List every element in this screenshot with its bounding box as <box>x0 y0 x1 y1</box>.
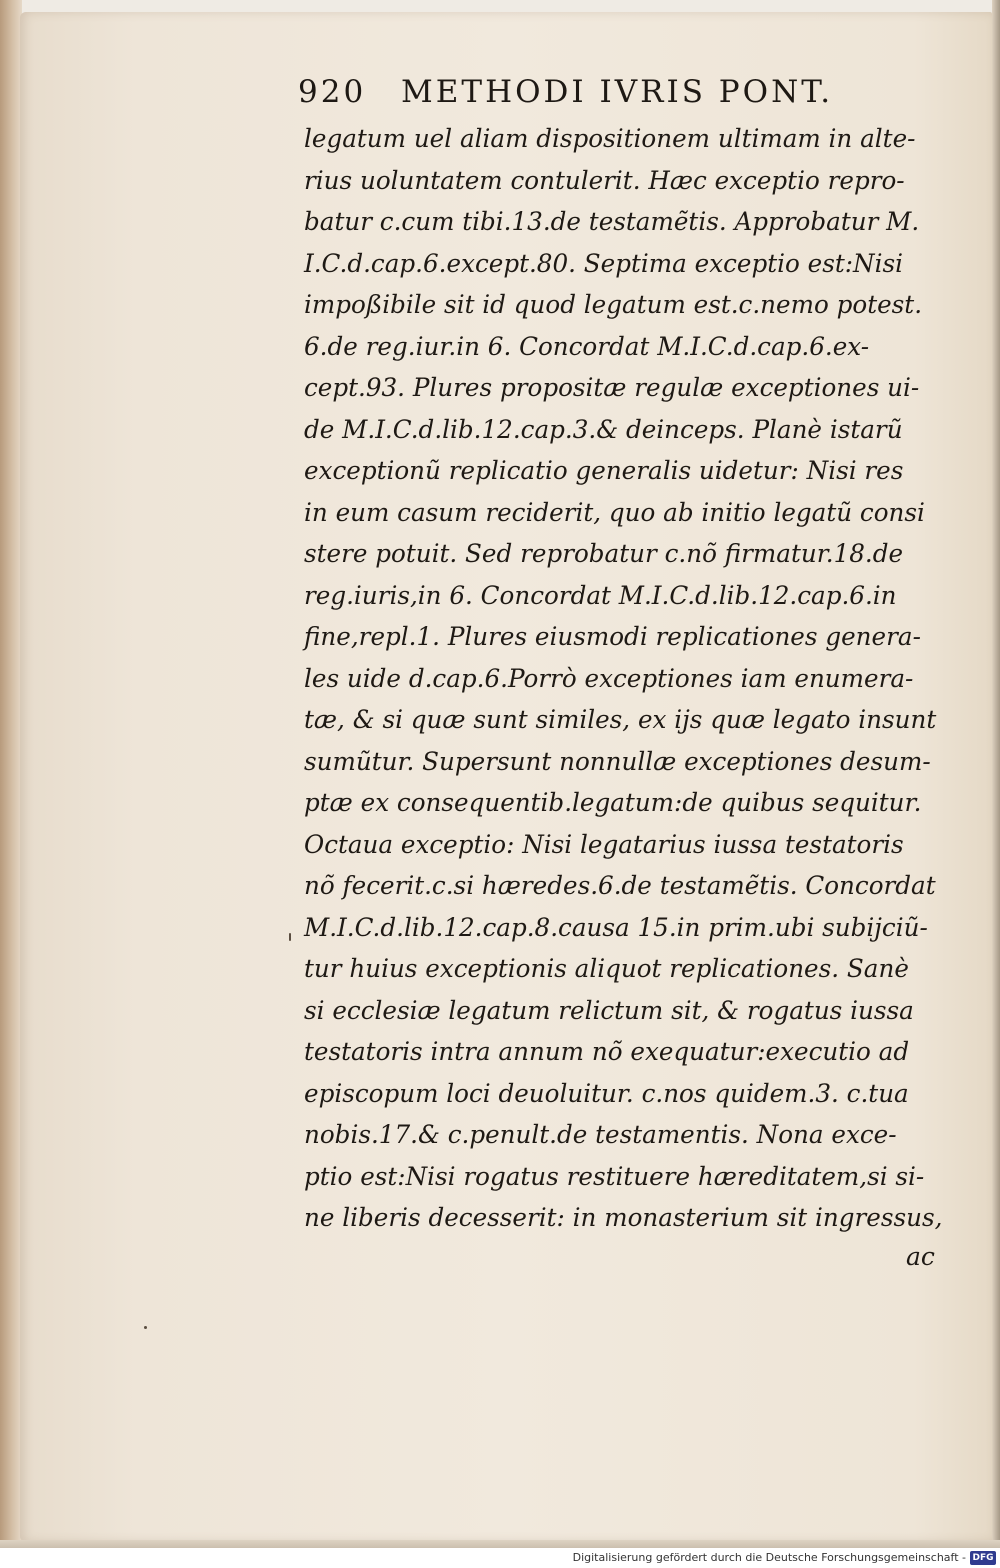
text-line: ptio est:Nisi rogatus restituere hæreditatem,si si- <box>304 1161 925 1191</box>
body-text <box>304 118 954 1239</box>
text-line: ne liberis decesserit: in monasterium sit ingressus, <box>304 1203 943 1232</box>
text-line: episcopum loci deuoluitur. c.nos quidem.3. c.tua <box>304 1078 909 1108</box>
text-line: I.C.d.cap.6.except.80. Septima exceptio est:Nisi <box>304 248 903 278</box>
page-bottom-edge <box>0 1540 1000 1548</box>
text-line: stere potuit. Sed reprobatur c.nõ firmatur.18.de <box>304 539 904 568</box>
page-number: 920 <box>298 74 367 110</box>
text-line: sumũtur. Supersunt nonnullæ exceptiones desum- <box>304 746 931 776</box>
text-line: testatoris intra annum nõ exequatur:executio ad <box>304 1037 910 1066</box>
book-spine-edge <box>0 0 22 1548</box>
text-line: nõ fecerit.c.si hæredes.6.de testamẽtis. Concordat <box>304 871 936 900</box>
text-line: de M.I.C.d.lib.12.cap.3.& deinceps. Planè istarũ <box>304 414 903 444</box>
page-header <box>298 74 888 118</box>
text-line: les uide d.cap.6.Porrò exceptiones iam enumera- <box>304 663 914 693</box>
text-line: nobis.17.& c.penult.de testamentis. Nona exce- <box>304 1120 897 1149</box>
text-line: cept.93. Plures propositæ regulæ exceptiones ui- <box>304 373 920 402</box>
text-line: exceptionũ replicatio generalis uidetur: Nisi res <box>304 456 904 485</box>
text-line: si ecclesiæ legatum relictum sit, & rogatus iussa <box>304 995 914 1025</box>
text-line: rius uoluntatem contulerit. Hæc exceptio repro- <box>304 165 905 195</box>
paper-speck <box>144 1326 147 1329</box>
paper-speck <box>289 933 291 941</box>
text-line: tur huius exceptionis aliquot replicationes. Sanè <box>304 954 909 983</box>
text-line: fine,repl.1. Plures eiusmodi replicationes genera- <box>304 622 921 651</box>
text-line: in eum casum reciderit, quo ab initio legatũ consi <box>304 497 925 527</box>
dfg-logo-icon: DFG <box>970 1551 996 1565</box>
text-line: ptæ ex consequentib.legatum:de quibus sequitur. <box>304 788 922 817</box>
running-title: METHODI IVRIS PONT. <box>401 74 834 110</box>
text-line: M.I.C.d.lib.12.cap.8.causa 15.in prim.ubi subijciũ- <box>304 912 928 942</box>
page-right-edge <box>992 0 1000 1548</box>
catchword: ac <box>906 1242 935 1271</box>
text-line: batur c.cum tibi.13.de testamẽtis. Approbatur M. <box>304 207 920 236</box>
text-line: legatum uel aliam dispositionem ultimam in alte- <box>304 124 916 153</box>
text-line: Octaua exceptio: Nisi legatarius iussa testatoris <box>304 829 904 859</box>
text-line: reg.iuris,in 6. Concordat M.I.C.d.lib.12.cap.6.in <box>304 580 897 610</box>
text-line: impoßibile sit id quod legatum est.c.nemo potest. <box>304 290 923 319</box>
text-line: 6.de reg.iur.in 6. Concordat M.I.C.d.cap.6.ex- <box>304 331 870 361</box>
digitization-credit: Digitalisierung gefördert durch die Deutsche Forschungsgemeinschaft - <box>572 1551 966 1564</box>
text-line: tæ, & si quæ sunt similes, ex ijs quæ legato insunt <box>304 705 937 734</box>
